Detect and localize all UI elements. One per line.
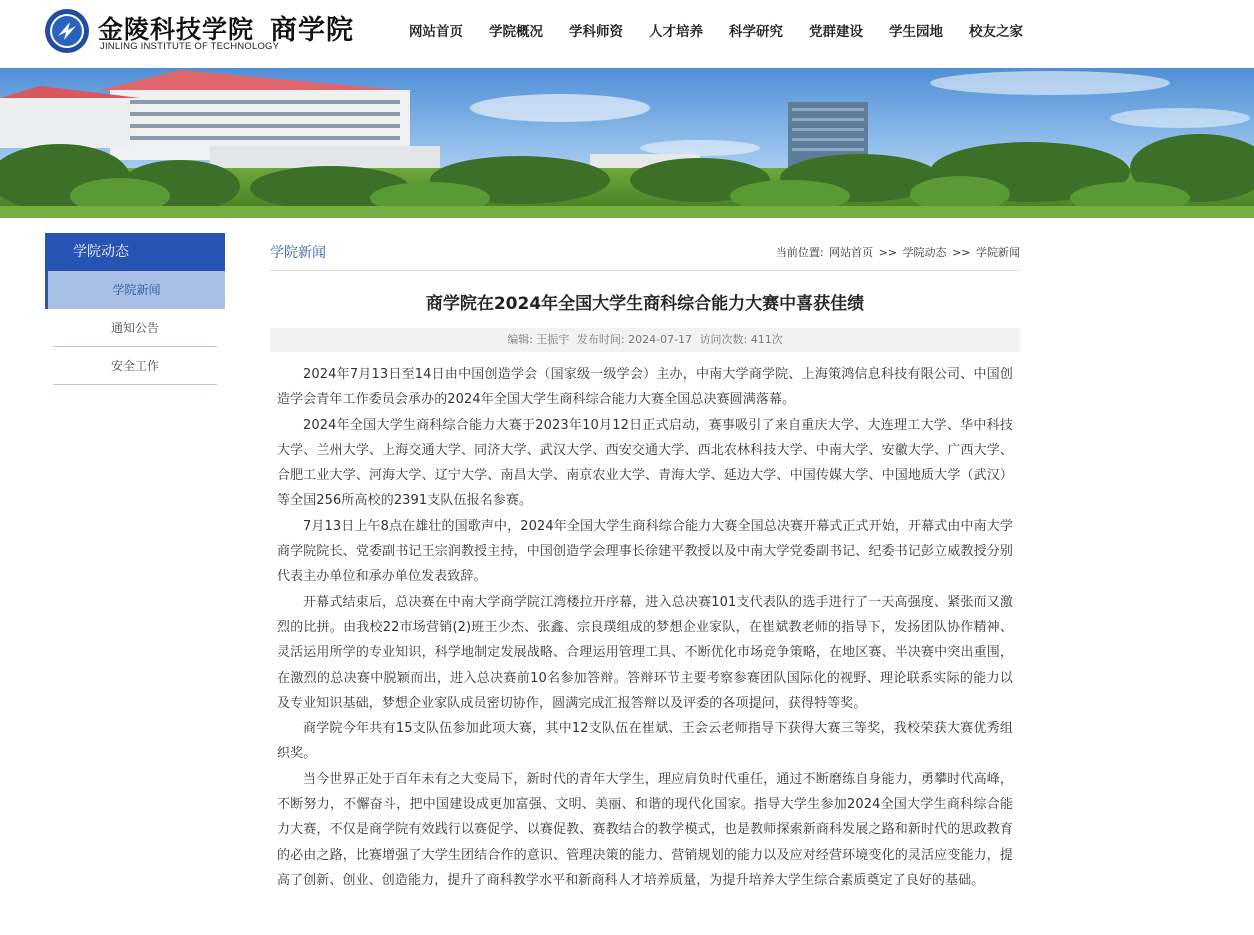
sidebar-item-college-news[interactable]: 学院新闻 (45, 271, 225, 309)
nav-item-faculty[interactable]: 学科师资 (569, 24, 623, 40)
nav-item-education[interactable]: 人才培养 (649, 24, 703, 40)
site-header (0, 0, 1254, 68)
site-logo[interactable] (44, 6, 364, 54)
article-paragraph: 2024年全国大学生商科综合能力大赛于2023年10月12日正式启动，赛事吸引了来自重庆大学、大连理工大学、华中科技大学、兰州大学、上海交通大学、同济大学、武汉大学、西安交通大学、西北农林科技大学、中南大学、安徽大学、广西大学、合肥工业大学、河海大学、辽宁大学、南昌大学、南京农业大学、青海大学、延边大学、中国传媒大学、中国地质大学（武汉）等全国256所高校的2391支队伍报名参赛。 (277, 417, 1013, 509)
nav-item-overview[interactable]: 学院概况 (489, 24, 543, 40)
article-paragraph: 7月13日上午8点在雄壮的国歌声中，2024年全国大学生商科综合能力大赛全国总决赛开幕式正式开始，开幕式由中南大学商学院院长、党委副书记王宗润教授主持，中国创造学会理事长徐建平教授以及中南大学党委副书记、纪委书记彭立威教授分别代表主办单位和承办单位发表致辞。 (277, 518, 1013, 585)
sidebar (45, 233, 225, 385)
breadcrumb-link-college-news-section[interactable]: 学院动态 (902, 246, 947, 259)
breadcrumb-bar (270, 233, 1020, 271)
nav-item-students[interactable]: 学生园地 (889, 24, 943, 40)
breadcrumb-separator: >> (878, 246, 898, 259)
article-paragraph: 商学院今年共有15支队伍参加此项大赛，其中12支队伍在崔斌、王会云老师指导下获得大赛三等奖，我校荣获大赛优秀组织奖。 (277, 721, 1013, 762)
section-title: 学院新闻 (270, 245, 326, 261)
nav-item-party[interactable]: 党群建设 (809, 24, 863, 40)
sidebar-item-notices[interactable]: 通知公告 (53, 309, 217, 347)
article-paragraph: 2024年7月13日至14日由中国创造学会（国家级一级学会）主办，中南大学商学院、上海策鸿信息科技有限公司、中国创造学会青年工作委员会承办的2024年全国大学生商科综合能力大赛全国总决赛圆满落幕。 (277, 367, 1013, 408)
article-editor: 编辑: 王振宇 (507, 333, 570, 346)
division-name: 商学院 (270, 15, 354, 46)
nav-item-home[interactable]: 网站首页 (409, 24, 463, 40)
sidebar-item-safety[interactable]: 安全工作 (53, 347, 217, 385)
article-body (270, 362, 1020, 893)
article-paragraph: 开幕式结束后，总决赛在中南大学商学院江湾楼拉开序幕，进入总决赛101支代表队的选手进行了一天高强度、紧张而又激烈的比拼。由我校22市场营销(2)班王少杰、张鑫、宗良璞组成的梦想企业家队，在崔斌教老师的指导下，发扬团队协作精神、灵活运用所学的专业知识，科学地制定发展战略、合理运用管理工具、不断优化市场竞争策略，在地区赛、半决赛中突出重围，在激烈的总决赛中脱颖而出，进入总决赛前10名参加答辩。答辩环节主要考察参赛团队国际化的视野、理论联系实际的能力以及专业知识基础，梦想企业家队成员密切协作，圆满完成汇报答辩以及评委的各项提问，获得特等奖。 (277, 594, 1013, 711)
logo-english-name: JINLING INSTITUTE OF TECHNOLOGY (100, 41, 280, 52)
breadcrumb-link-college-news[interactable]: 学院新闻 (976, 246, 1020, 259)
nav-item-research[interactable]: 科学研究 (729, 24, 783, 40)
breadcrumb (774, 244, 1020, 260)
article-title: 商学院在2024年全国大学生商科综合能力大赛中喜获佳绩 (425, 294, 865, 314)
breadcrumb-separator: >> (952, 246, 971, 259)
article-meta (270, 328, 1020, 352)
main-content (270, 233, 1020, 893)
campus-banner-image (0, 68, 1254, 218)
article-view-count: 访问次数: 411次 (699, 333, 783, 346)
sidebar-title: 学院动态 (45, 233, 225, 271)
logo-chinese-name: 金陵科技学院 (98, 15, 255, 44)
school-emblem-icon (44, 8, 90, 54)
main-nav (396, 22, 1036, 44)
nav-item-alumni[interactable]: 校友之家 (969, 24, 1023, 40)
article-paragraph: 当今世界正处于百年未有之大变局下，新时代的青年大学生，理应肩负时代重任，通过不断磨练自身能力，勇攀时代高峰，不断努力，不懈奋斗，把中国建设成更加富强、文明、美丽、和谐的现代化国家。指导大学生参加2024全国大学生商科综合能力大赛，不仅是商学院有效践行以赛促学、以赛促教、赛教结合的教学模式，也是教师探索新商科发展之路和新时代的思政教育的必由之路，比赛增强了大学生团结合作的意识、管理决策的能力、营销规划的能力以及应对经营环境变化的灵活应变能力，提高了创新、创业、创造能力，提升了商科教学水平和新商科人才培养质量，为提升培养大学生综合素质奠定了良好的基础。 (277, 771, 1013, 888)
breadcrumb-link-home[interactable]: 网站首页 (829, 246, 874, 259)
breadcrumb-prefix: 当前位置: (775, 246, 824, 259)
campus-banner (0, 68, 1254, 218)
article-published-date: 发布时间: 2024-07-17 (576, 333, 693, 346)
